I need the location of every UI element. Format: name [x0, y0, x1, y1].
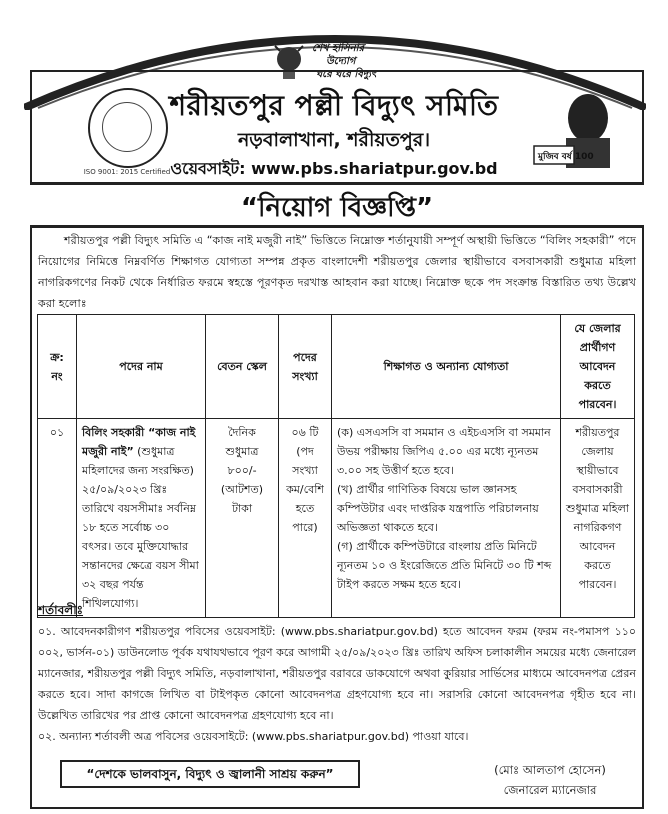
condition-item-1: ০১. আবেদনকারীগণ শরীয়তপুর পবিসের ওয়েবসাইট: (www.pbs.shariatpur.gov.bd) হতে আবেদন ফরম (ফরম নং-পমাসপ ১১০ ০০২, ভার্সন-০১) ডাউনলোড পূর্বক যথাযথভাবে পূরণ করে আগামী ২৫/০৯/২০২৩ খ্রিঃ তারিখ অফিস চলাকালীন সময়ের মধ্যে জেনারেল ম্যানেজার, শরীয়তপুর পল্লী বিদ্যুৎ সমিতি, নড়বালাখানা, শরীয়তপুর বরাবরে ডাকযোগে অথবা কুরিয়ার সার্ভিসের মাধ্যমে আবেদনপত্র প্রেরন করতে হবে। সাদা কাগজে লিখিত বা টাইপকৃত কোনো আবেদনপত্র গ্রহণযোগ্য হবে না। সরাসরি কোনো আবেদনপত্র গৃহীত হবে না। উল্লেখিত তারিখের পর প্রাপ্ত কোনো আবেদনপত্র গ্রহণযোগ্য হবে না। [38, 625, 636, 722]
vacancy-table [37, 314, 635, 618]
title-bar [30, 182, 644, 228]
signatory-name: (মোঃ আলতাপ হোসেন) [494, 763, 606, 777]
iso-certification: ISO 9001: 2015 Certified [83, 168, 171, 176]
header-salary: বেতন স্কেল [206, 315, 279, 419]
signature-block [470, 760, 630, 800]
cell-salary: দৈনিক শুধুমাত্র ৮০০/- (আটশত) টাকা [206, 419, 279, 618]
cell-count: ০৬ টি (পদ সংখ্যা কম/বেশি হতে পারে) [279, 419, 332, 618]
energy-saving-slogan: “দেশকে ভালবাসুন, বিদ্যুৎ ও জ্বালানী সাশ্রয় করুন” [60, 760, 360, 788]
slogan-line-1: শেখ হাসিনার [312, 43, 365, 54]
header-qualification: শিক্ষাগত ও অন্যান্য যোগ্যতা [332, 315, 561, 419]
signatory-title: জেনারেল ম্যানেজার [503, 783, 597, 797]
mujib-logo-text: মুজিব বর্ষ 100 [538, 152, 594, 162]
header-count: পদের সংখ্যা [279, 315, 332, 419]
slogan-line-3: ঘরে ঘরে বিদ্যুৎ [316, 69, 377, 80]
qualification-c: (গ) প্রার্থীকে কম্পিউটারে বাংলায় প্রতি মিনিটে ন্যূনতম ১০ ও ইংরেজিতে প্রতি মিনিটে ৩০ টি শব্দ টাইপ করতে সক্ষম হতে হবে। [337, 540, 552, 591]
organization-name: শরীয়তপুর পল্লী বিদ্যুৎ সমিতি [169, 89, 499, 122]
condition-item-2: ০২. অন্যান্য শর্তাবলী অত্র পবিসের ওয়েবসাইটে: (www.pbs.shariatpur.gov.bd) পাওয়া যাবে। [38, 730, 469, 743]
header-post: পদের নাম [77, 315, 206, 419]
table-row [38, 419, 635, 618]
intro-paragraph: শরীয়তপুর পল্লী বিদ্যুৎ সমিতি এ “কাজ নাই মজুরী নাই” ভিত্তিতে নিম্নোক্ত শর্তানুযায়ী সম্পূর্ণ অস্থায়ী ভিত্তিতে “বিলিং সহকারী” পদে নিয়োগের নিমিত্তে নিম্নবর্ণিত শিক্ষাগত যোগ্যতা সম্পন্ন প্রকৃত বাংলাদেশী শরীয়তপুর জেলার স্থায়ীভাবে বসবাসকারী শুধুমাত্র মহিলা নাগরিকগণের নিকট থেকে নির্ধারিত ফরমে স্বহস্তে পূরণকৃত দরখাস্ত আহবান করা যাচ্ছে। নিম্নোক্ত ছকে পদ সংক্রান্ত বিস্তারিত তথ্য উল্লেখ করা হলোঃ [38, 234, 636, 310]
slogan-line-2: উদ্যোগ [326, 56, 356, 67]
cell-qualification [332, 419, 561, 618]
cell-district: শরীয়তপুর জেলায় স্থায়ীভাবে বসবাসকারী শুধুমাত্র মহিলা নাগরিকগণ আবেদন করতে পারবেন। [561, 419, 635, 618]
cell-serial: ০১ [38, 419, 77, 618]
table-header-row [38, 315, 635, 419]
organization-website[interactable]: ওয়েবসাইট: www.pbs.shariatpur.gov.bd [170, 159, 498, 178]
notice-title: “নিয়োগ বিজ্ঞপ্তি” [240, 193, 434, 223]
conditions-section [38, 600, 636, 747]
header-district: যে জেলার প্রার্থীগণ আবেদন করতে পারবেন। [561, 315, 635, 419]
conditions-heading: শর্তাবলীঃ [38, 603, 84, 617]
post-detail: (শুধুমাত্র মহিলাদের জন্য সংরক্ষিত) ২৫/০৯/২০২৩ খ্রিঃ তারিখে বয়সসীমাঃ সর্বনিম্ন ১৮ হতে সর্বোচ্চ ৩০ বৎসর। তবে মুক্তিযোদ্ধার সন্তানদের ক্ষেত্রে বয়স সীমা ৩২ বছর পর্যন্ত শিথিলযোগ্য। [82, 445, 199, 610]
post-title: বিলিং সহকারী “কাজ নাই মজুরী নাই” [82, 426, 196, 458]
qualification-b: (খ) প্রার্থীর গাণিতিক বিষয়ে ভাল জ্ঞানসহ কম্পিউটার এবং দাপ্তরিক যন্ত্রপাতি পরিচালনায় অভিজ্ঞতা থাকতে হবে। [337, 483, 539, 534]
cell-post [77, 419, 206, 618]
header-serial: ক্র: নং [38, 315, 77, 419]
qualification-a: (ক) এসএসসি বা সমমান ও এইচএসসি বা সমমান উভয় পরীক্ষায় জিপিএ ৫.০০ এর মধ্যে ন্যূনতম ৩.০০ সহ উত্তীর্ণ হতে হবে। [337, 426, 551, 477]
organization-address: নড়বালাখানা, শরীয়তপুর। [237, 129, 431, 151]
